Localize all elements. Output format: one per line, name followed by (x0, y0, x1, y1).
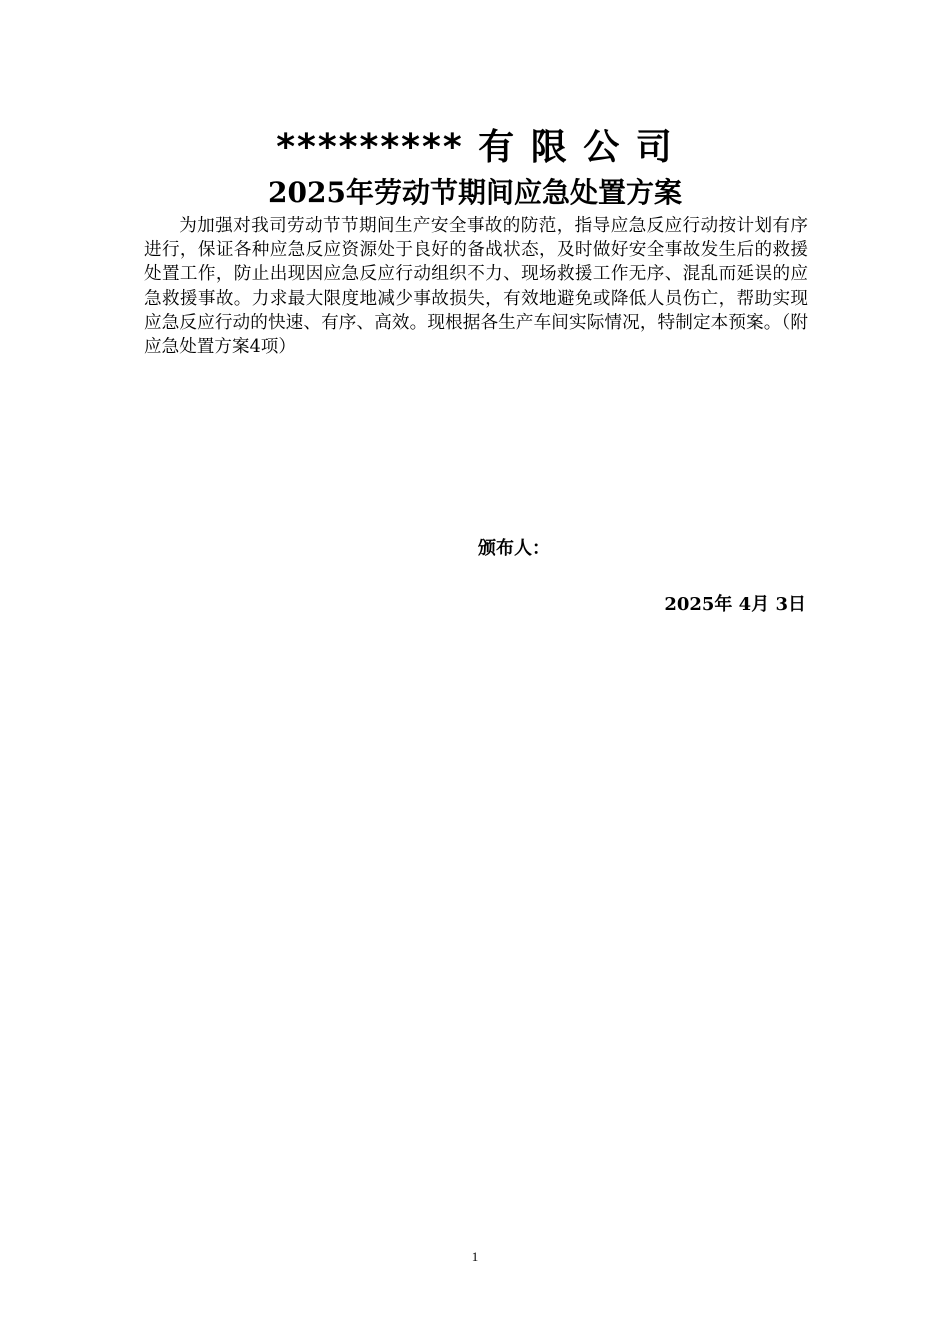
page-number: 1 (471, 1249, 479, 1264)
issuer-label: 颁布人： (478, 538, 550, 559)
document-date: 2025年 4月 3日 (664, 594, 806, 615)
document-title: 2025年劳动节期间应急处置方案 (268, 176, 682, 209)
body-paragraph: 为加强对我司劳动节节期间生产安全事故的防范，指导应急反应行动按计划有序进行，保证各种应急反应资源处于良好的备战状态，及时做好安全事故发生后的救援处置工作，防止出现因应急反应行动组织不力、现场救援工作无序、混乱而延误的应急救援事故。力求最大限度地减少事故损失，有效地避免或降低人员伤亡，帮助实现应急反应行动的快速、有序、高效。现根据各生产车间实际情况，特制定本预案。（附应急处置方案4项） (144, 216, 808, 358)
company-title: ********* 有 限 公 司 (276, 127, 674, 168)
